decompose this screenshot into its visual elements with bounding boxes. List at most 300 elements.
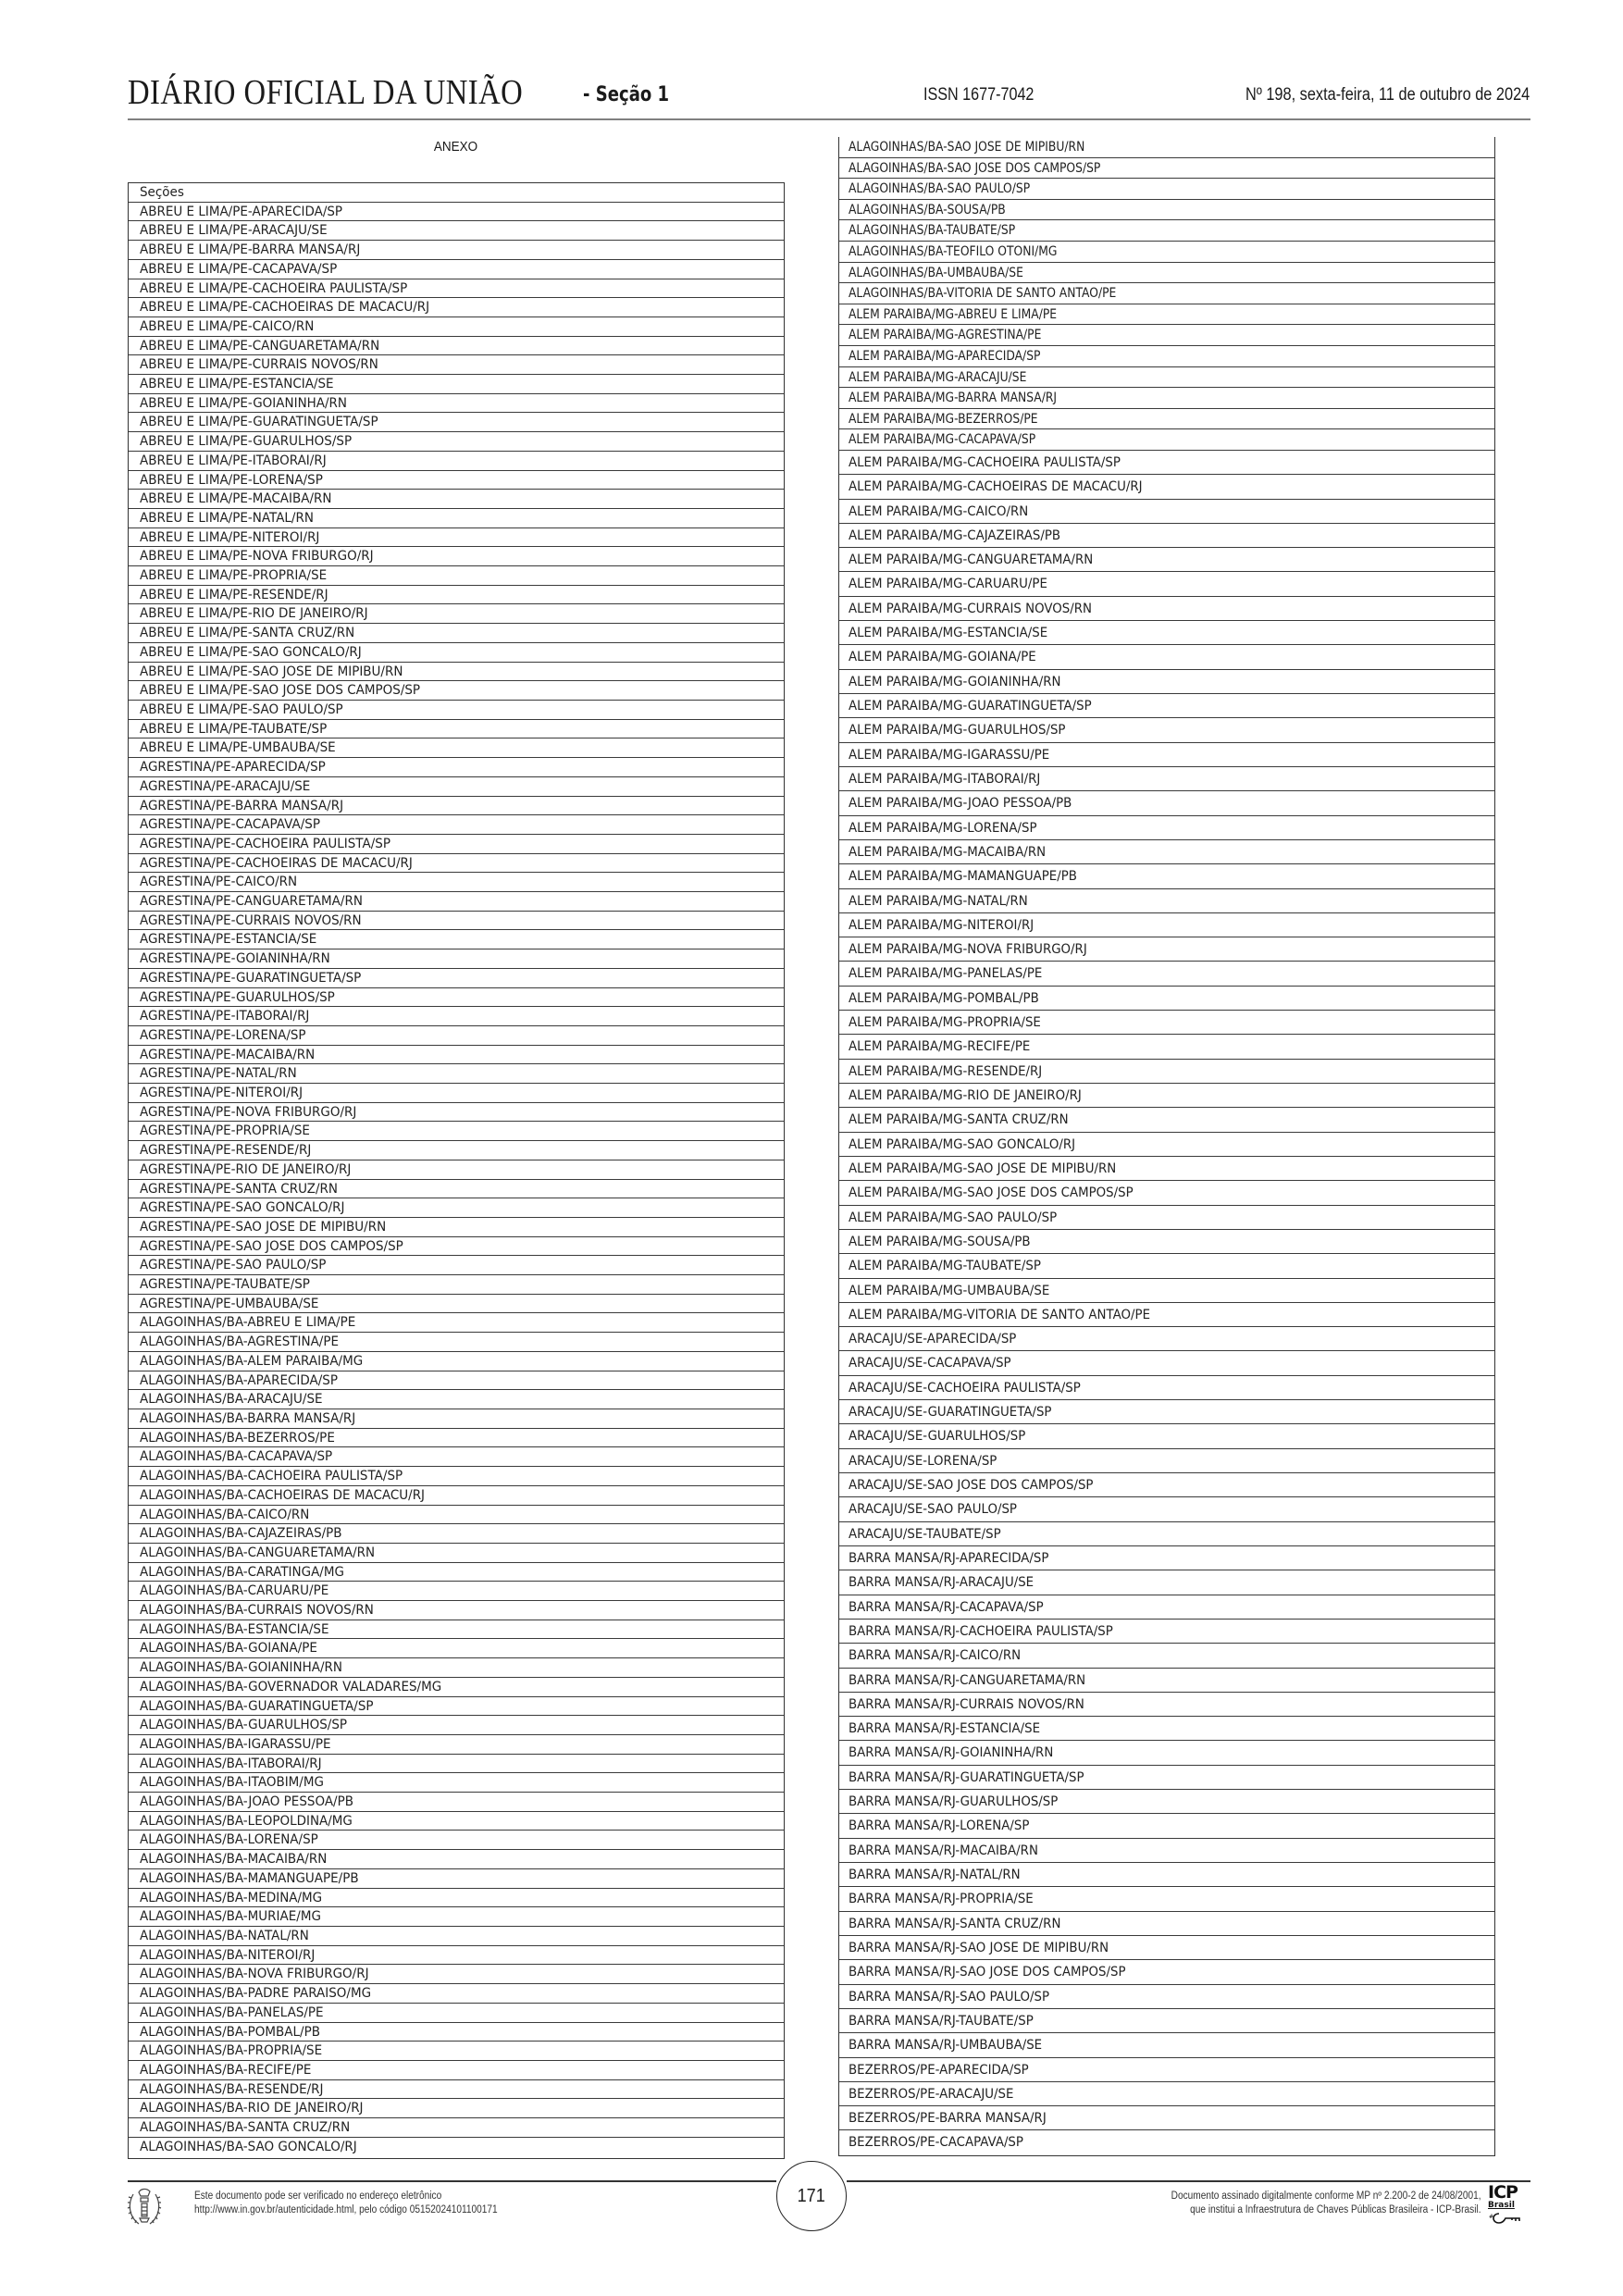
section-pair: BARRA MANSA/RJ-CACHOEIRA PAULISTA/SP [849,1623,1113,1639]
table-row [839,718,1494,742]
table-row [839,1887,1494,1911]
table-row [839,325,1494,346]
section-pair: ALEM PARAIBA/MG-CAICO/RN [849,503,1029,519]
section-pair: ALEM PARAIBA/MG-BARRA MANSA/RJ [849,391,1058,406]
table-row [839,304,1494,326]
section-pair: ALAGOINHAS/BA-SAO GONCALO/RJ [140,2139,357,2154]
section-pair: ALEM PARAIBA/MG-MAMANGUAPE/PB [849,869,1077,885]
section-pair: ABREU E LIMA/PE-CANGUARETAMA/RN [140,338,380,354]
table-row [839,1133,1494,1157]
table-row [129,547,784,566]
section-pair: ARACAJU/SE-SAO PAULO/SP [849,1502,1017,1518]
section-pair: AGRESTINA/PE-ITABORAI/RJ [140,1009,310,1024]
table-row [839,1011,1494,1035]
section-pair: ALAGOINHAS/BA-JOAO PESSOA/PB [140,1794,353,1810]
section-pair: AGRESTINA/PE-CAICO/RN [140,875,298,890]
table-row [129,2099,784,2118]
sections-table-left [128,182,785,2159]
section-pair: AGRESTINA/PE-GOIANINHA/RN [140,951,330,967]
table-row [129,624,784,643]
table-row [839,475,1494,499]
table-row [839,1595,1494,1620]
section-pair: ABREU E LIMA/PE-CURRAIS NOVOS/RN [140,357,378,373]
section-pair: ARACAJU/SE-TAUBATE/SP [849,1526,1001,1542]
table-row [839,864,1494,888]
section-pair: ALEM PARAIBA/MG-TAUBATE/SP [849,1259,1041,1274]
verification-line-1: Este documento pode ser verificado no endereço eletrônico [194,2191,442,2202]
section-pair: BEZERROS/PE-APARECIDA/SP [849,2062,1029,2078]
table-row [129,1333,784,1352]
table-row [839,2130,1494,2154]
section-pair: ALEM PARAIBA/MG-CANGUARETAMA/RN [849,552,1094,568]
table-row [129,1046,784,1065]
section-pair: ALAGOINHAS/BA-CACHOEIRA PAULISTA/SP [140,1469,403,1484]
section-pair: ALAGOINHAS/BA-MURIAE/MG [140,1909,321,1925]
masthead [128,72,1530,118]
section-pair: ALAGOINHAS/BA-RESENDE/RJ [140,2081,324,2097]
table-row [839,1279,1494,1303]
sections-table-right [838,137,1495,2156]
section-pair: ABREU E LIMA/PE-TAUBATE/SP [140,721,328,737]
section-pair: ABREU E LIMA/PE-BARRA MANSA/RJ [140,242,361,258]
section-pair: ABREU E LIMA/PE-ESTANCIA/SE [140,377,334,392]
section-pair: ALAGOINHAS/BA-CURRAIS NOVOS/RN [140,1603,374,1619]
section-pair: ALAGOINHAS/BA-SAO JOSE DOS CAMPOS/SP [849,160,1101,176]
table-row [839,500,1494,524]
table-row [129,873,784,892]
section-pair: ALEM PARAIBA/MG-PANELAS/PE [849,966,1043,982]
table-row [129,1237,784,1257]
section-pair: ALEM PARAIBA/MG-GOIANA/PE [849,650,1036,665]
section-pair: AGRESTINA/PE-TAUBATE/SP [140,1277,310,1293]
section-pair: AGRESTINA/PE-RIO DE JANEIRO/RJ [140,1161,352,1177]
section-pair: BARRA MANSA/RJ-GUARULHOS/SP [849,1794,1059,1810]
table-row [129,355,784,375]
table-row [839,670,1494,694]
table-row [129,1352,784,1371]
svg-text:#: # [1489,2214,1494,2220]
section-pair: BARRA MANSA/RJ-APARECIDA/SP [849,1550,1049,1566]
section-pair: AGRESTINA/PE-CACHOEIRA PAULISTA/SP [140,836,390,851]
table-row [129,1850,784,1869]
table-row [129,777,784,797]
table-row [129,1486,784,1506]
icp-logo-subtext: Brasil [1488,2201,1515,2210]
table-row [839,1449,1494,1473]
table-row [129,738,784,758]
table-row [129,701,784,720]
table-row [129,1544,784,1563]
table-row [129,1946,784,1966]
table-row [129,2023,784,2042]
table-row [839,1157,1494,1181]
table-row [129,2004,784,2023]
section-pair: AGRESTINA/PE-LORENA/SP [140,1027,306,1043]
issue-date: Nº 198, sexta-feira, 11 de outubro de 2024 [1245,85,1530,105]
table-row [839,1644,1494,1668]
table-row [129,241,784,260]
section-pair: ALAGOINHAS/BA-ABREU E LIMA/PE [140,1315,356,1331]
table-row [129,1773,784,1793]
section-pair: BARRA MANSA/RJ-SAO PAULO/SP [849,1989,1050,2004]
section-pair: ALAGOINHAS/BA-TAUBATE/SP [849,223,1016,239]
section-pair: BARRA MANSA/RJ-TAUBATE/SP [849,2013,1034,2029]
section-pair: ABREU E LIMA/PE-PROPRIA/SE [140,568,328,584]
section-pair: ALAGOINHAS/BA-UMBAUBA/SE [849,265,1023,280]
section-pair: ALEM PARAIBA/MG-CAJAZEIRAS/PB [849,527,1061,543]
section-pair: ALAGOINHAS/BA-GOIANINHA/RN [140,1660,342,1676]
table-row [129,969,784,988]
section-pair: ALEM PARAIBA/MG-NATAL/RN [849,893,1028,909]
section-pair: ABREU E LIMA/PE-ITABORAI/RJ [140,453,327,468]
section-pair: ABREU E LIMA/PE-ARACAJU/SE [140,223,328,239]
section-pair: ALAGOINHAS/BA-CARATINGA/MG [140,1564,344,1580]
section-pair: ALAGOINHAS/BA-SAO JOSE DE MIPIBU/RN [849,140,1085,155]
section-pair: AGRESTINA/PE-CACAPAVA/SP [140,817,320,833]
section-pair: AGRESTINA/PE-SAO GONCALO/RJ [140,1200,345,1216]
table-row [839,283,1494,304]
section-pair: ABREU E LIMA/PE-UMBAUBA/SE [140,740,336,756]
table-row [129,1026,784,1046]
section-pair: ABREU E LIMA/PE-SAO PAULO/SP [140,701,343,717]
table-row [129,1064,784,1084]
icp-brasil-logo [1488,2182,1525,2229]
section-pair: BARRA MANSA/RJ-SAO JOSE DE MIPIBU/RN [849,1940,1109,1955]
annex-title: ANEXO [433,139,478,155]
icp-logo-text: ICP [1488,2182,1518,2203]
section-pair: ALEM PARAIBA/MG-GUARULHOS/SP [849,723,1066,738]
table-row [129,1141,784,1160]
signature-line-2: que institui a Infraestrutura de Chaves Públicas Brasileira - ICP-Brasil. [1190,2204,1481,2215]
section-pair: ALEM PARAIBA/MG-SAO JOSE DOS CAMPOS/SP [849,1185,1134,1201]
table-row [129,1927,784,1946]
section-pair: AGRESTINA/PE-GUARATINGUETA/SP [140,970,362,986]
key-icon [1488,2210,1523,2225]
table-row [839,1351,1494,1375]
section-pair: AGRESTINA/PE-PROPRIA/SE [140,1123,310,1139]
table-row [839,767,1494,791]
section-pair: ALEM PARAIBA/MG-VITORIA DE SANTO ANTAO/PE [849,1307,1150,1322]
section-pair: ABREU E LIMA/PE-NATAL/RN [140,510,314,526]
table-row [129,681,784,701]
table-row [839,597,1494,621]
table-row [839,1060,1494,1084]
section-pair: ABREU E LIMA/PE-GUARATINGUETA/SP [140,415,378,430]
table-row [129,2061,784,2080]
section-pair: AGRESTINA/PE-NOVA FRIBURGO/RJ [140,1104,357,1120]
section-pair: ALAGOINHAS/BA-APARECIDA/SP [140,1372,339,1388]
section-pair: ALEM PARAIBA/MG-IGARASSU/PE [849,747,1050,763]
digital-signature-notice [1171,2190,1481,2217]
table-row [129,317,784,337]
section-pair: ALEM PARAIBA/MG-MACAIBA/RN [849,844,1047,860]
section-pair: ALEM PARAIBA/MG-AGRESTINA/PE [849,328,1042,343]
table-row [839,962,1494,986]
footer-divider-left [128,2180,776,2182]
section-pair: BEZERROS/PE-BARRA MANSA/RJ [849,2111,1047,2127]
table-row [129,432,784,452]
section-pair: ALAGOINHAS/BA-TEOFILO OTONI/MG [849,243,1058,259]
table-row [839,816,1494,840]
table-row [129,298,784,317]
section-pair: BARRA MANSA/RJ-MACAIBA/RN [849,1843,1038,1858]
table-row [129,221,784,241]
table-row [129,2118,784,2138]
section-pair: AGRESTINA/PE-APARECIDA/SP [140,760,326,776]
section-pair: ALAGOINHAS/BA-SOUSA/PB [849,202,1006,217]
issn: ISSN 1677-7042 [923,85,1035,105]
table-row [129,586,784,605]
table-row [129,1869,784,1889]
section-pair: ALAGOINHAS/BA-ALEM PARAIBA/MG [140,1353,364,1369]
table-row [129,1716,784,1735]
section-pair: BARRA MANSA/RJ-NATAL/RN [849,1868,1021,1883]
section-pair: ALAGOINHAS/BA-BEZERROS/PE [140,1430,335,1446]
table-row [129,1831,784,1850]
page-number: 171 [797,2185,826,2206]
table-row [839,1206,1494,1230]
section-pair: ALAGOINHAS/BA-IGARASSU/PE [140,1736,331,1752]
section-pair: AGRESTINA/PE-SAO JOSE DOS CAMPOS/SP [140,1238,403,1254]
table-row [129,1735,784,1755]
table-row [129,988,784,1008]
table-row [129,1793,784,1812]
section-pair: ALEM PARAIBA/MG-SANTA CRUZ/RN [849,1112,1069,1128]
table-row [129,1122,784,1141]
section-pair: ALEM PARAIBA/MG-RECIFE/PE [849,1039,1031,1055]
table-row [129,758,784,777]
section-pair: AGRESTINA/PE-NATAL/RN [140,1066,297,1082]
section-pair: ABREU E LIMA/PE-GOIANINHA/RN [140,395,348,411]
table-row [839,1084,1494,1108]
section-pair: AGRESTINA/PE-GUARULHOS/SP [140,989,335,1005]
table-row [129,912,784,931]
table-row [839,572,1494,596]
table-row [129,1218,784,1237]
section-pair: BARRA MANSA/RJ-UMBAUBA/SE [849,2038,1043,2054]
table-row [129,471,784,490]
table-row [839,2058,1494,2082]
table-row [839,367,1494,389]
table-row [129,930,784,949]
verification-notice [194,2190,498,2217]
table-row [839,987,1494,1011]
section-pair: ABREU E LIMA/PE-CACHOEIRAS DE MACACU/RJ [140,300,430,316]
table-row [129,1601,784,1620]
table-row [129,490,784,509]
table-row [839,1960,1494,1984]
table-row [839,1522,1494,1546]
section-pair: AGRESTINA/PE-RESENDE/RJ [140,1143,312,1159]
publication-title: DIÁRIO OFICIAL DA UNIÃO [128,73,524,112]
section-pair: ALEM PARAIBA/MG-ARACAJU/SE [849,369,1027,385]
table-row [129,835,784,854]
page-number-badge [776,2161,847,2231]
table-row [129,1390,784,1409]
table-row [129,1658,784,1678]
table-row [839,1912,1494,1936]
table-row [129,1084,784,1103]
table-row [129,1198,784,1218]
table-row [839,1693,1494,1717]
table-row [839,1230,1494,1254]
section-pair: BARRA MANSA/RJ-GUARATINGUETA/SP [849,1769,1084,1785]
table-row [129,1889,784,1908]
table-row [839,1741,1494,1765]
section-pair: ALAGOINHAS/BA-ITAOBIM/MG [140,1775,324,1791]
section-pair: BARRA MANSA/RJ-CAICO/RN [849,1648,1022,1664]
section-pair: AGRESTINA/PE-CACHOEIRAS DE MACACU/RJ [140,855,413,871]
section-pair: ABREU E LIMA/PE-SAO JOSE DOS CAMPOS/SP [140,683,421,699]
table-row [839,2082,1494,2106]
section-pair: ALAGOINHAS/BA-ITABORAI/RJ [140,1756,322,1771]
section-pair: ALEM PARAIBA/MG-UMBAUBA/SE [849,1283,1050,1298]
table-row [839,346,1494,367]
section-pair: BARRA MANSA/RJ-CACAPAVA/SP [849,1599,1044,1615]
table-row [839,137,1494,158]
table-row [839,2009,1494,2033]
section-pair: ALEM PARAIBA/MG-RESENDE/RJ [849,1063,1043,1079]
section-pair: BARRA MANSA/RJ-LORENA/SP [849,1818,1030,1834]
section-pair: ALEM PARAIBA/MG-BEZERROS/PE [849,411,1038,427]
section-pair: ALEM PARAIBA/MG-CACHOEIRAS DE MACACU/RJ [849,479,1143,495]
section-pair: BEZERROS/PE-ARACAJU/SE [849,2086,1014,2102]
table-row [129,797,784,816]
table-row [129,1007,784,1026]
table-row [129,1295,784,1314]
section-pair: ABREU E LIMA/PE-CACAPAVA/SP [140,261,338,277]
section-pair: ALEM PARAIBA/MG-POMBAL/PB [849,990,1039,1006]
table-row [129,1755,784,1774]
table-row [839,2106,1494,2130]
section-pair: BARRA MANSA/RJ-ESTANCIA/SE [849,1721,1041,1737]
section-pair: AGRESTINA/PE-UMBAUBA/SE [140,1296,319,1311]
section-pair: ALEM PARAIBA/MG-APARECIDA/SP [849,348,1041,364]
table-row [839,1717,1494,1741]
table-row [839,179,1494,200]
section-pair: ARACAJU/SE-CACHOEIRA PAULISTA/SP [849,1380,1081,1396]
table-row [839,388,1494,409]
section-pair: ARACAJU/SE-SAO JOSE DOS CAMPOS/SP [849,1478,1094,1494]
republic-emblem-icon [126,2187,163,2229]
table-row [129,452,784,471]
table-row [129,413,784,432]
table-row [129,1524,784,1544]
section-pair: ARACAJU/SE-CACAPAVA/SP [849,1356,1011,1371]
section-pair: ALAGOINHAS/BA-BARRA MANSA/RJ [140,1411,356,1426]
table-row [839,1620,1494,1644]
table-row [129,1965,784,1984]
section-pair: AGRESTINA/PE-NITEROI/RJ [140,1086,304,1101]
section-pair: BARRA MANSA/RJ-SAO JOSE DOS CAMPOS/SP [849,1965,1126,1980]
table-row [839,1766,1494,1790]
section-pair: ALAGOINHAS/BA-SAO PAULO/SP [849,181,1031,197]
section-pair: ALAGOINHAS/BA-CAICO/RN [140,1507,310,1522]
section-pair: ALEM PARAIBA/MG-GUARATINGUETA/SP [849,699,1092,714]
table-row [839,840,1494,864]
section-pair: ALEM PARAIBA/MG-SAO PAULO/SP [849,1210,1058,1225]
section-pair: BARRA MANSA/RJ-CANGUARETAMA/RN [849,1672,1086,1688]
table-row [129,394,784,414]
section-pair: ALAGOINHAS/BA-MACAIBA/RN [140,1852,328,1868]
table-header-label: Seções [140,185,184,200]
table-row [839,1985,1494,2009]
table-row [129,1678,784,1697]
section-pair: AGRESTINA/PE-SANTA CRUZ/RN [140,1181,338,1197]
table-row [839,158,1494,180]
table-row [129,337,784,356]
table-row [839,1839,1494,1863]
section-pair: ALEM PARAIBA/MG-NITEROI/RJ [849,917,1035,933]
section-pair: ALEM PARAIBA/MG-ABREU E LIMA/PE [849,306,1058,322]
section-pair: BARRA MANSA/RJ-SANTA CRUZ/RN [849,1916,1061,1931]
table-row [839,621,1494,645]
section-pair: ALEM PARAIBA/MG-SOUSA/PB [849,1234,1031,1249]
section-pair: ALAGOINHAS/BA-LORENA/SP [140,1832,318,1848]
section-pair: ALEM PARAIBA/MG-GOIANINHA/RN [849,674,1061,689]
table-row [839,1303,1494,1327]
table-row [129,1506,784,1525]
table-row [129,1582,784,1601]
table-row [129,1313,784,1333]
section-pair: ALEM PARAIBA/MG-CURRAIS NOVOS/RN [849,601,1092,616]
section-pair: ALEM PARAIBA/MG-ITABORAI/RJ [849,771,1041,787]
section-pair: ALAGOINHAS/BA-PROPRIA/SE [140,2043,323,2059]
section-pair: ABREU E LIMA/PE-LORENA/SP [140,472,323,488]
section-pair: ALAGOINHAS/BA-NATAL/RN [140,1928,309,1943]
section-pair: ALAGOINHAS/BA-LEOPOLDINA/MG [140,1813,353,1829]
table-row [129,1639,784,1658]
table-row [129,720,784,739]
table-row [129,375,784,394]
table-row [129,815,784,835]
table-row [839,743,1494,767]
table-row [839,1814,1494,1838]
section-pair: ALAGOINHAS/BA-PANELAS/PE [140,2004,324,2020]
table-row [129,1409,784,1429]
table-row [129,643,784,663]
table-header [129,183,784,203]
section-pair: ARACAJU/SE-GUARULHOS/SP [849,1429,1026,1445]
section-pair: ALEM PARAIBA/MG-SAO GONCALO/RJ [849,1136,1076,1152]
section-pair: ALEM PARAIBA/MG-NOVA FRIBURGO/RJ [849,942,1087,958]
table-row [839,1936,1494,1960]
section-pair: BARRA MANSA/RJ-PROPRIA/SE [849,1892,1034,1907]
section-pair: AGRESTINA/PE-ARACAJU/SE [140,778,311,794]
table-row [839,1400,1494,1424]
table-row [129,1907,784,1927]
section-pair: ARACAJU/SE-GUARATINGUETA/SP [849,1405,1052,1421]
section-pair: ABREU E LIMA/PE-NITEROI/RJ [140,529,320,545]
section-pair: AGRESTINA/PE-CURRAIS NOVOS/RN [140,912,362,928]
section-pair: ALAGOINHAS/BA-CACHOEIRAS DE MACACU/RJ [140,1487,426,1503]
section-pair: ALEM PARAIBA/MG-CARUARU/PE [849,577,1047,592]
table-row [129,1984,784,2004]
section-pair: AGRESTINA/PE-CANGUARETAMA/RN [140,894,363,910]
section-pair: BARRA MANSA/RJ-GOIANINHA/RN [849,1745,1054,1761]
section-pair: ABREU E LIMA/PE-CAICO/RN [140,318,315,334]
table-row [129,854,784,874]
section-pair: ALAGOINHAS/BA-NOVA FRIBURGO/RJ [140,1967,369,1982]
table-row [839,2033,1494,2057]
table-row [129,1256,784,1275]
section-pair: ALEM PARAIBA/MG-CACAPAVA/SP [849,432,1036,448]
section-pair: BEZERROS/PE-CACAPAVA/SP [849,2135,1023,2151]
table-row [839,548,1494,572]
table-row [839,1327,1494,1351]
table-row [839,263,1494,284]
section-pair: ALAGOINHAS/BA-RIO DE JANEIRO/RJ [140,2101,364,2116]
